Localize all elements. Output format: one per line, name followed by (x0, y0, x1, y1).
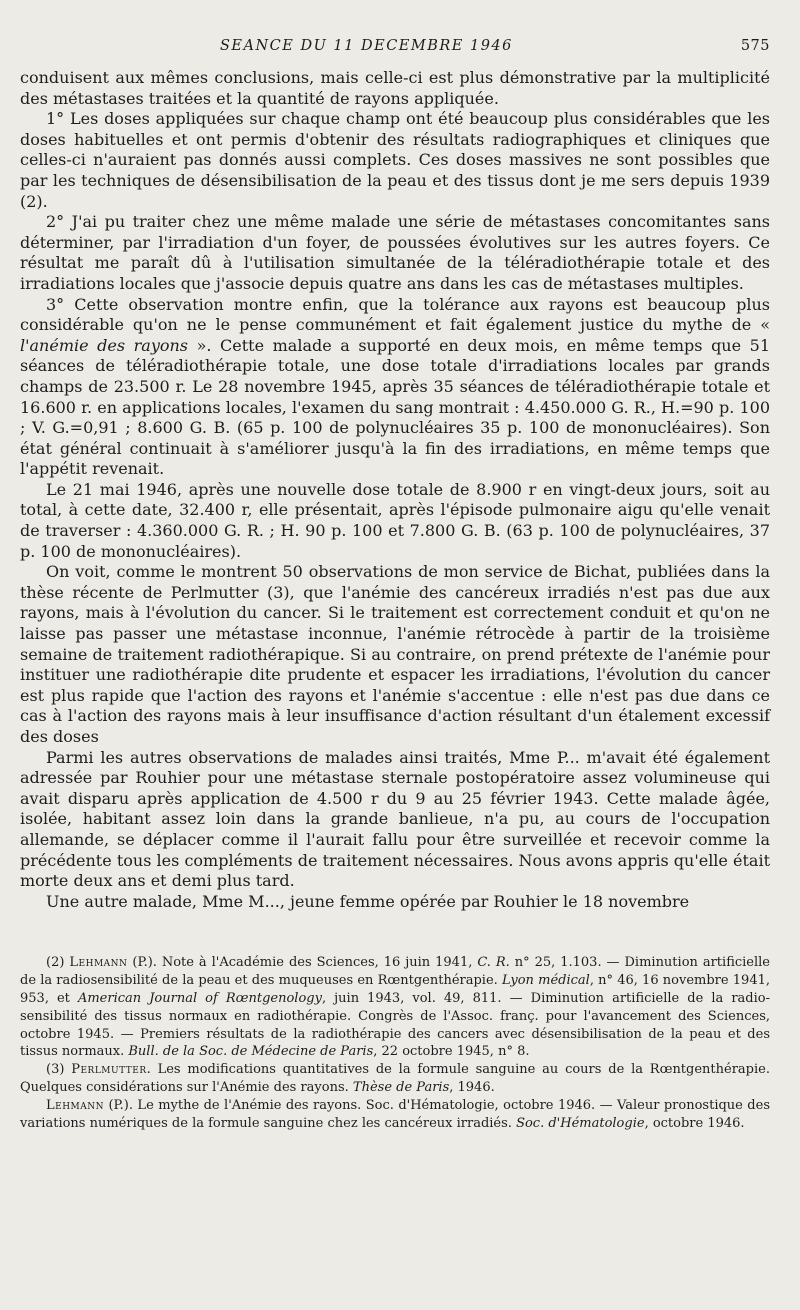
footnote-mark: (3) (46, 1062, 65, 1078)
paragraph: Une autre malade, Mme M..., jeune femme opérée par Rouhier le 18 novembre (46, 891, 690, 911)
running-title: SEANCE DU 11 DECEMBRE 1946 (220, 38, 513, 54)
footnote-author: Perlmutter (71, 1062, 147, 1078)
italic-phrase: l'anémie des rayons (20, 335, 189, 355)
footnote-author: Lehmann (69, 955, 128, 971)
footnote-author: Lehmann (46, 1097, 105, 1113)
page-number: 575 (740, 38, 770, 54)
paragraph: conduisent aux mêmes conclusions, mais celle-ci est plus démonstrative par la multiplicité des métastases traitées et la quantité de rayons appliquée. (20, 68, 770, 108)
page-header (20, 38, 770, 68)
paragraph: 2° J'ai pu traiter chez une même malade une série de métastases concomitantes sans déterminer, par l'irradiation d'un foyer, de poussées évolutives sur les autres foyers. Ce résultat me paraît dû à l'utilisation simultanée de la téléradiothérapie totale et des irradiations locales que j'associe depuis quatre ans dans les cas de métastases multiples. (20, 212, 770, 293)
paragraph: 1° Les doses appliquées sur chaque champ ont été beaucoup plus considérables que les doses habituelles et ont permis d'obtenir des résultats radiographiques et cliniques que celles-ci n'auraient pas donnés aussi complets. Ces doses massives ne sont possibles que par les techniques de désensibilisation de la peau et des tissus dont je me sers depuis 1939 (2). (20, 109, 770, 211)
footnote-2: (2) Lehmann (P.). Note à l'Académie des Sciences, 16 juin 1941, C. R. n° 25, 1.103. — Diminution artificielle de la radiosensibilité de la peau et des muqueuses en Rœntgenthérapie. Lyon médical, n° 46, 16 novembre 1941, 953, et American Journal of Rœntgenology, juin 1943, vol. 49, 811. — Diminution artificielle de la radio-sensibilité des tissus normaux en radiothérapie. Congrès de l'Assoc. franç. pour l'avancement des Sciences, octobre 1945. — Premiers résultats de la radiothérapie des cancers avec désensibilisation de la peau et des tissus normaux. Bull. de la Soc. de Médecine de Paris, 22 octobre 1945, n° 8. (20, 955, 771, 1060)
paragraph: 3° Cette observation montre enfin, que la tolérance aux rayons est beaucoup plus considérable qu'on ne le pense communément et fait également justice du mythe de « l'anémie des rayons ». Cette malade a supporté en deux mois, en même temps que 51 séances de téléradiothérapie totale, une dose totale d'irradiations locales par grands champs de 23.500 r. Le 28 novembre 1945, après 35 séances de téléradiothérapie totale et 16.600 r. en applications locales, l'examen du sang montrait : 4.450.000 G. R., H.=90 p. 100 ; V. G.=0,91 ; 8.600 G. B. (65 p. 100 de polynucléaires 35 p. 100 de mononucléaires). Son état général continuait à s'améliorer jusqu'à la fin des irradiations, en même temps que l'appétit revenait. (20, 294, 771, 479)
body-text (20, 68, 770, 912)
footnote-3: (3) Perlmutter. Les modifications quantitatives de la formule sanguine au cours de la Rœntgenthérapie. Quelques considérations sur l'Anémie des rayons. Thèse de Paris, 1946. (20, 1062, 770, 1095)
footnotes (20, 954, 770, 1132)
paragraph: Le 21 mai 1946, après une nouvelle dose totale de 8.900 r en vingt-deux jours, soit au total, à cette date, 32.400 r, elle présentait, après l'épisode pulmonaire aigu qu'elle venait de traverser : 4.360.000 G. R. ; H. 90 p. 100 et 7.800 G. B. (63 p. 100 de polynucléaires, 37 p. 100 de mononucléaires). (20, 479, 770, 561)
footnote-4: Lehmann (P.). Le mythe de l'Anémie des rayons. Soc. d'Hématologie, octobre 1946. — Valeur pronostique des variations numériques de la formule sanguine chez les cancéreux irradiés. Soc. d'Hématologie, octobre 1946. (20, 1097, 770, 1131)
footnote-mark: (2) (46, 955, 65, 971)
paragraph: Parmi les autres observations de malades ainsi traités, Mme P... m'avait été également adressée par Rouhier pour une métastase sternale postopératoire assez volumineuse qui avait disparu après application de 4.500 r du 9 au 25 février 1943. Cette malade âgée, isolée, habitant assez loin dans la grande banlieue, n'a pu, au cours de l'occupation allemande, se déplacer comme il l'aurait fallu pour être surveillée et recevoir comme la précédente tous les compléments de traitement nécessaires. Nous avons appris qu'elle était morte deux ans et demi plus tard. (20, 747, 770, 891)
paragraph: On voit, comme le montrent 50 observations de mon service de Bichat, publiées dans la thèse récente de Perlmutter (3), que l'anémie des cancéreux irradiés n'est pas due aux rayons, mais à l'évolution du cancer. Si le traitement est correctement conduit et qu'on ne laisse pas passer une métastase inconnue, l'anémie rétrocède à partir de la troisième semaine de traitement radiothérapique. Si au contraire, on prend prétexte de l'anémie pour instituer une radiothérapie dite prudente et espacer les irradiations, l'évolution du cancer est plus rapide que l'action des rayons et l'anémie s'accentue : elle n'est pas due dans ce cas à l'action des rayons mais à leur insuffisance d'action résultant d'un étalement excessif des doses (20, 562, 770, 746)
